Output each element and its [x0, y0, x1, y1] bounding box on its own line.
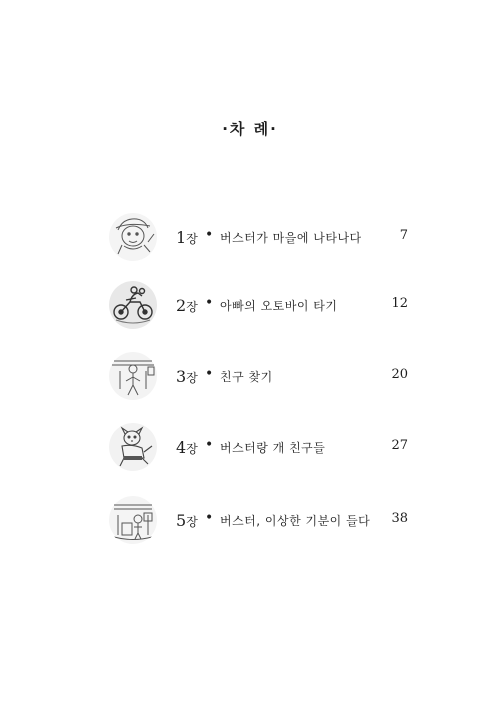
page-number: 27	[391, 438, 408, 453]
boy-standing-icon	[108, 351, 158, 401]
page-number: 38	[391, 511, 408, 526]
chapter-title: 버스터랑 개 친구들	[220, 441, 326, 455]
chapter-number: 1장	[176, 228, 198, 247]
separator-dot: •	[205, 295, 214, 311]
toc-row-4[interactable]	[108, 422, 408, 478]
room-scene-icon	[108, 495, 158, 545]
separator-dot: •	[205, 510, 214, 526]
chapter-number: 3장	[176, 367, 198, 386]
separator-dot: •	[205, 437, 214, 453]
chapter-number: 2장	[176, 296, 198, 315]
motorcycle-icon	[108, 280, 158, 330]
page-title: ·차 례·	[222, 120, 278, 138]
page-number: 20	[391, 367, 408, 382]
chapter-number: 4장	[176, 438, 198, 457]
dog-friends-icon	[108, 422, 158, 472]
chapter-number: 5장	[176, 511, 198, 530]
boy-portrait-icon	[108, 212, 158, 262]
toc-row-1[interactable]	[108, 212, 408, 268]
separator-dot: •	[205, 366, 214, 382]
separator-dot: •	[205, 227, 214, 243]
page-number: 12	[391, 296, 408, 311]
chapter-title: 버스터가 마을에 나타나다	[220, 231, 362, 245]
toc-row-3[interactable]	[108, 351, 408, 407]
toc-row-2[interactable]	[108, 280, 408, 336]
chapter-title: 아빠의 오토바이 타기	[220, 299, 338, 313]
chapter-title: 버스터, 이상한 기분이 들다	[220, 514, 371, 528]
page-number: 7	[399, 228, 408, 243]
chapter-title: 친구 찾기	[220, 370, 273, 384]
toc-row-5[interactable]	[108, 495, 408, 551]
